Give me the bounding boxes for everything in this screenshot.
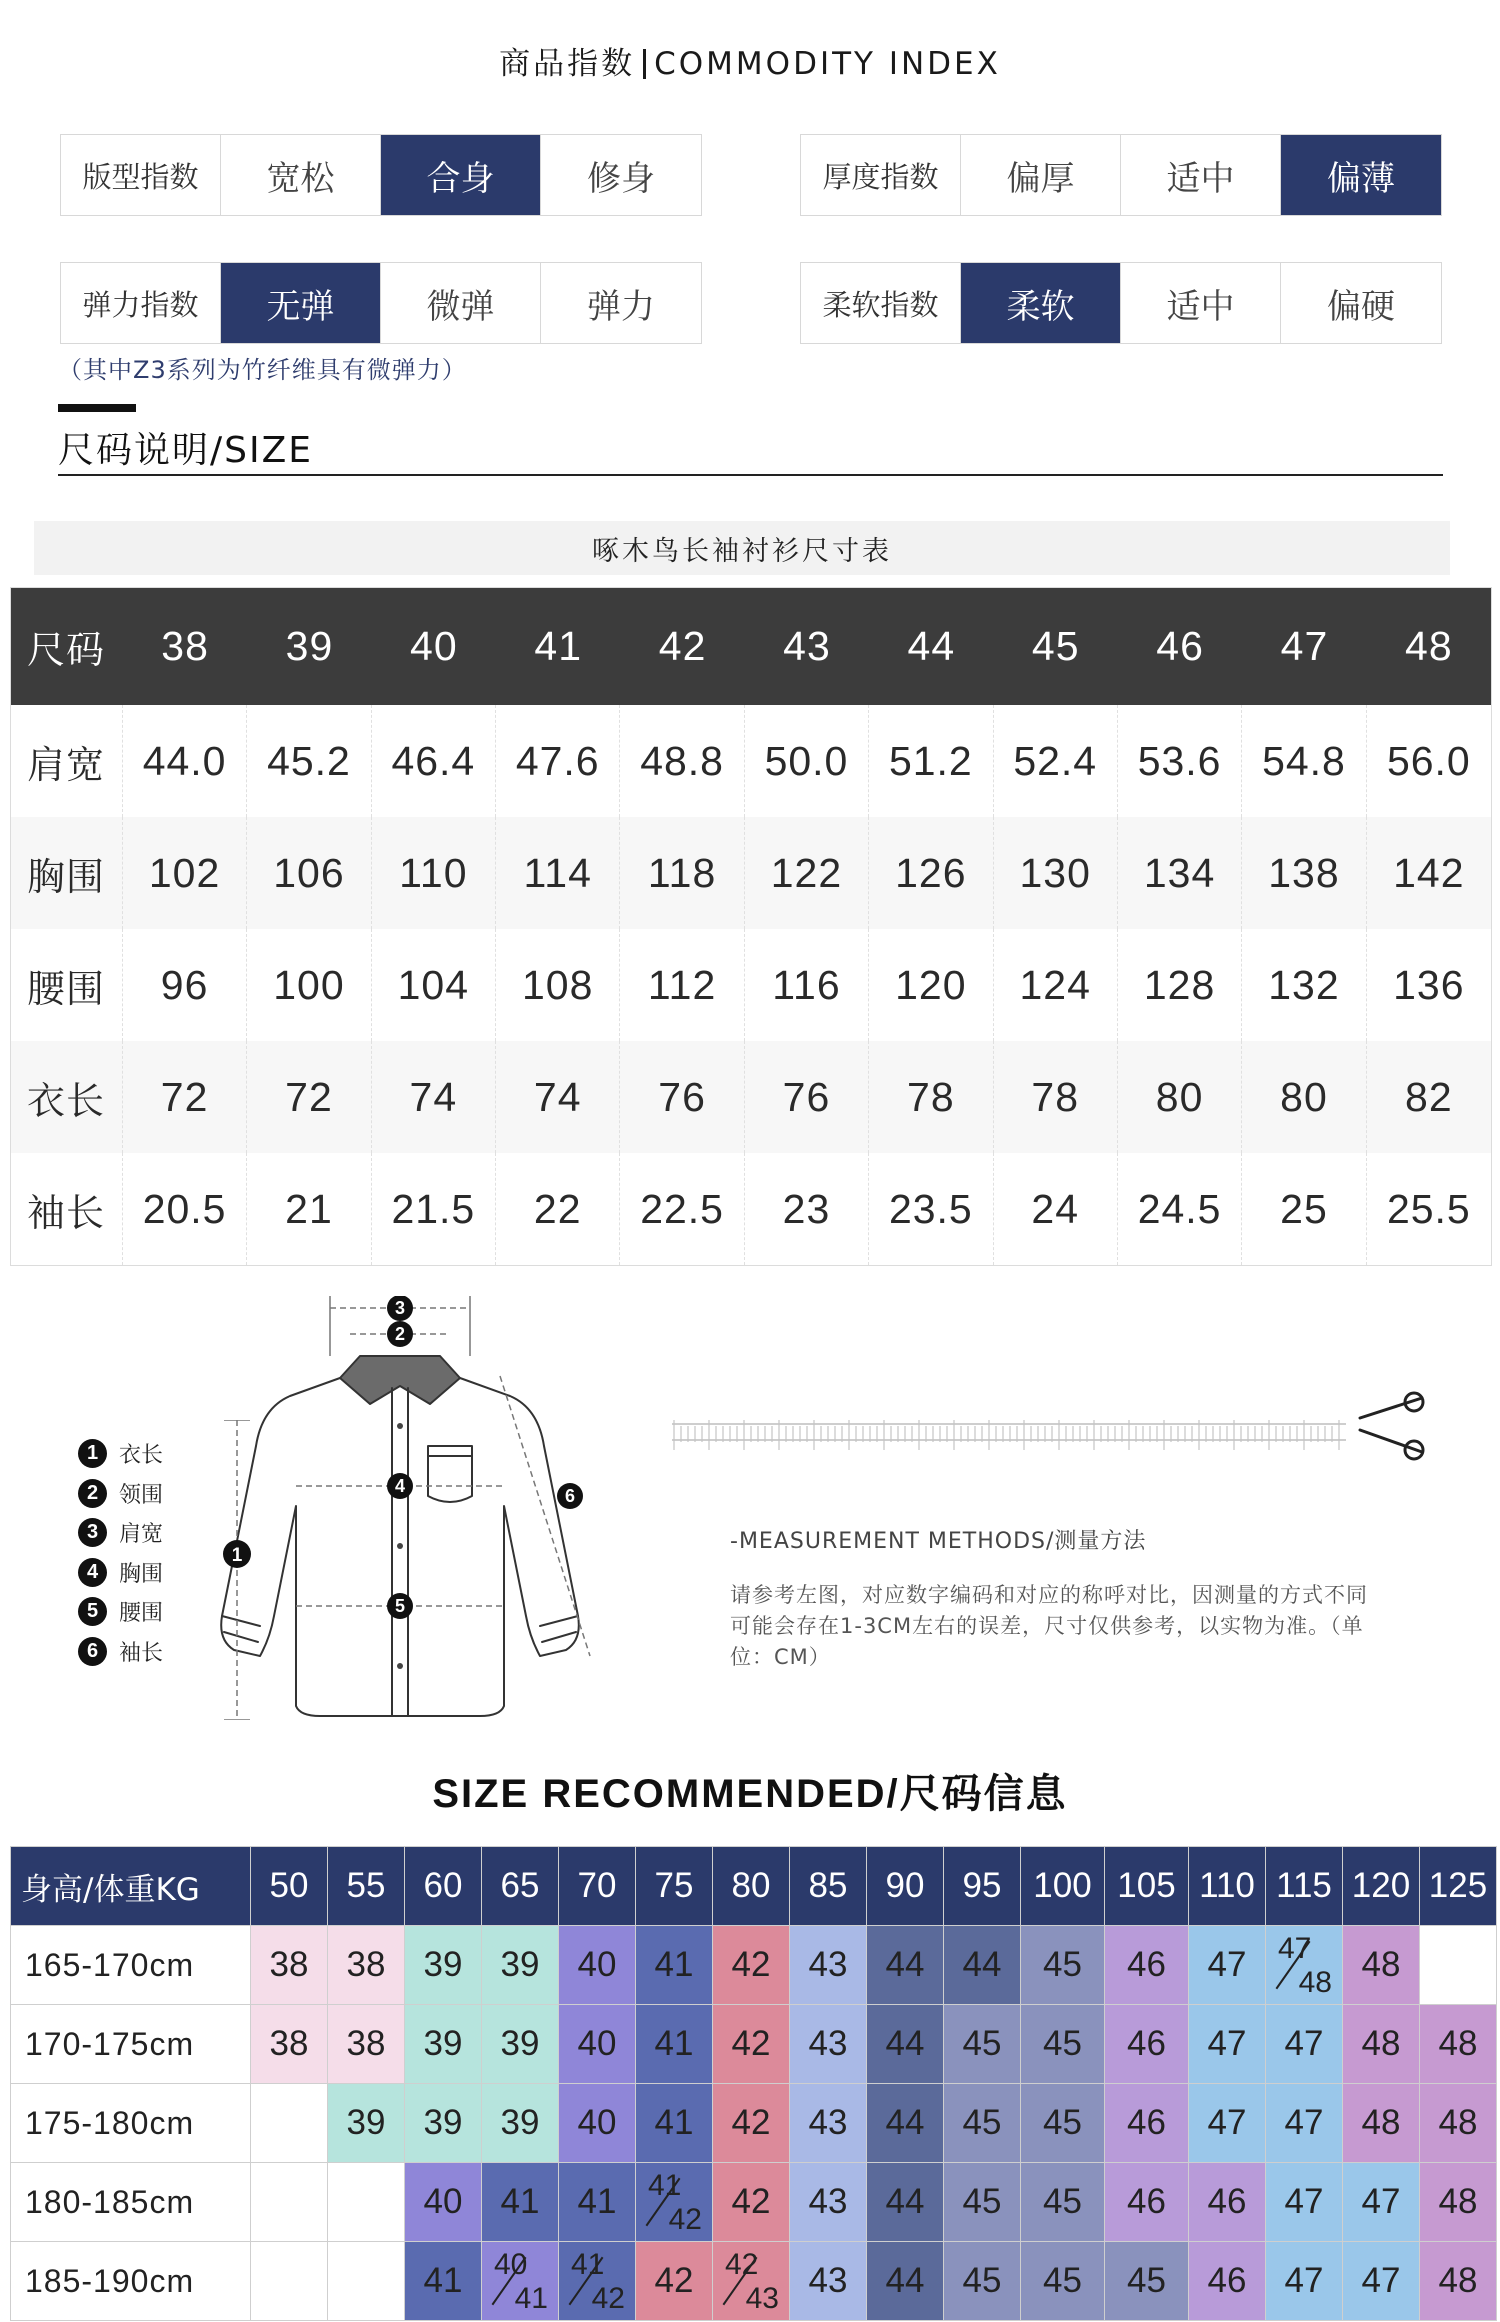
recommend-cell: 47 [1266, 2242, 1343, 2321]
height-label: 170-175cm [11, 2005, 251, 2084]
commodity-index-title [0, 38, 1500, 83]
size-table-cell: 44 [907, 623, 956, 669]
height-label: 180-185cm [11, 2163, 251, 2242]
size-table-row [11, 929, 1491, 1041]
size-table-row-label: 胸围 [11, 817, 123, 929]
weight-header: 95 [944, 1847, 1021, 1926]
index-label: 厚度指数 [801, 135, 961, 215]
weight-header: 90 [867, 1847, 944, 1926]
split-size [559, 2242, 635, 2320]
weight-header: 125 [1420, 1847, 1497, 1926]
recommend-cell: 48 [1343, 2084, 1420, 2163]
size-table-row-label: 腰围 [11, 929, 123, 1041]
size-table-cell: 21 [247, 1153, 371, 1265]
recommend-cell: 44 [867, 2242, 944, 2321]
size-table-cell: 118 [620, 817, 744, 929]
recommend-row [11, 2242, 1497, 2321]
split-size [482, 2242, 558, 2320]
index-option[interactable]: 微弹 [381, 263, 541, 343]
size-table-cell: 72 [247, 1041, 371, 1153]
index-option[interactable]: 偏薄 [1281, 135, 1441, 215]
size-table-cell: 80 [1242, 1041, 1366, 1153]
size-table-cell: 22.5 [620, 1153, 744, 1265]
size-table-cell: 48.8 [620, 705, 744, 817]
recommend-cell: 38 [328, 1926, 405, 2005]
recommend-cell: 42 [636, 2242, 713, 2321]
size-table-cell: 78 [869, 1041, 993, 1153]
index-option[interactable]: 适中 [1121, 263, 1281, 343]
size-heading: 尺码说明/SIZE [58, 430, 314, 471]
svg-text:2: 2 [394, 1324, 406, 1344]
recommend-cell: 48 [1343, 1926, 1420, 2005]
recommend-cell: 40 [559, 2084, 636, 2163]
weight-header: 50 [251, 1847, 328, 1926]
legend-label: 胸围 [119, 1561, 164, 1587]
recommend-cell: 41 [636, 1926, 713, 2005]
size-table-cell: 46 [1156, 623, 1204, 669]
legend-label: 袖长 [119, 1640, 164, 1666]
size-table-cell: 23 [745, 1153, 869, 1265]
index-note: （其中Z3系列为竹纤维具有微弹力） [58, 356, 467, 384]
softness-index-row [800, 262, 1442, 344]
title-en: COMMODITY INDEX [654, 46, 1001, 82]
recommend-cell: 39 [405, 1926, 482, 2005]
size-table-cell: 41 [534, 623, 583, 669]
recommend-cell: 45 [1021, 2005, 1105, 2084]
recommend-cell: 43 [790, 2005, 867, 2084]
size-table-cell: 102 [123, 817, 247, 929]
split-size-a: 41 [648, 2169, 682, 2202]
recommend-cell: 47 [1266, 2005, 1343, 2084]
recommend-cell: 39 [482, 1926, 559, 2005]
size-table-cell: 74 [372, 1041, 496, 1153]
size-table-row-label: 衣长 [11, 1041, 123, 1153]
recommend-cell: 47 [1343, 2163, 1420, 2242]
recommend-cell: 43 [790, 2163, 867, 2242]
size-table-cell: 96 [123, 929, 247, 1041]
legend-number: 2 [78, 1479, 107, 1508]
svg-text:6: 6 [564, 1486, 576, 1506]
title-cn: 商品指数 [499, 46, 636, 82]
size-table-header [11, 588, 1491, 705]
weight-header: 115 [1266, 1847, 1343, 1926]
legend-number: 4 [78, 1558, 107, 1587]
size-table-row [11, 705, 1491, 817]
recommend-cell: 41 [405, 2242, 482, 2321]
size-table-cell: 56.0 [1386, 737, 1471, 784]
recommend-cell: 42 [713, 1926, 790, 2005]
size-table-cell: 128 [1118, 929, 1242, 1041]
legend-item [78, 1434, 163, 1474]
size-table-cell: 45 [1031, 623, 1080, 669]
recommend-cell-split [713, 2242, 790, 2321]
index-option[interactable]: 弹力 [541, 263, 701, 343]
legend-item [78, 1553, 163, 1593]
measurement-methods-desc: 请参考左图，对应数字编码和对应的称呼对比，因测量的方式不同可能会存在1-3CM左右的误差，尺寸仅供参考，以实物为准。（单位：CM） [730, 1583, 1368, 1669]
index-option[interactable]: 宽松 [221, 135, 381, 215]
recommend-cell: 44 [867, 1926, 944, 2005]
size-table-cell: 46.4 [372, 705, 496, 817]
weight-header: 105 [1105, 1847, 1189, 1926]
size-table-row-label: 袖长 [11, 1153, 123, 1265]
size-table-cell: 78 [994, 1041, 1118, 1153]
recommend-cell: 47 [1189, 2084, 1266, 2163]
size-table-cell: 23.5 [869, 1153, 993, 1265]
recommend-row [11, 2084, 1497, 2163]
recommend-cell: 38 [328, 2005, 405, 2084]
size-table-cell: 110 [372, 817, 496, 929]
recommend-cell: 40 [405, 2163, 482, 2242]
size-table-cell: 114 [496, 817, 620, 929]
weight-header: 85 [790, 1847, 867, 1926]
recommend-cell [328, 2242, 405, 2321]
height-label: 175-180cm [11, 2084, 251, 2163]
legend-item [78, 1592, 163, 1632]
size-table-cell: 25 [1242, 1153, 1366, 1265]
recommend-cell: 48 [1343, 2005, 1420, 2084]
size-table-cell: 134 [1118, 817, 1242, 929]
recommend-cell: 41 [482, 2163, 559, 2242]
recommend-cell [251, 2084, 328, 2163]
legend-item [78, 1474, 163, 1514]
recommend-corner-header: 身高/体重KG [11, 1847, 251, 1926]
index-label: 柔软指数 [801, 263, 961, 343]
size-table-row [11, 817, 1491, 929]
size-table-cell: 82 [1405, 1073, 1453, 1120]
split-size-a: 42 [725, 2248, 759, 2281]
thickness-index-row [800, 134, 1442, 216]
legend-number: 3 [78, 1518, 107, 1547]
size-table-cell: 42 [658, 623, 707, 669]
recommend-cell: 43 [790, 1926, 867, 2005]
size-table-cell: 47.6 [496, 705, 620, 817]
recommend-cell: 45 [1021, 2084, 1105, 2163]
elasticity-index-row [60, 262, 702, 344]
recommend-cell: 39 [482, 2005, 559, 2084]
size-table-cell: 50.0 [745, 705, 869, 817]
size-table-cell: 112 [620, 929, 744, 1041]
shirt-measurement-diagram [200, 1296, 660, 1736]
recommend-cell: 42 [713, 2005, 790, 2084]
size-table-row [11, 1041, 1491, 1153]
split-size-b: 41 [514, 2282, 548, 2315]
size-table-cell: 25.5 [1386, 1185, 1471, 1232]
recommend-cell: 47 [1189, 2005, 1266, 2084]
split-size-a: 47 [1278, 1932, 1312, 1965]
size-table-cell: 120 [869, 929, 993, 1041]
recommend-row [11, 2005, 1497, 2084]
size-table-cell: 142 [1393, 849, 1465, 896]
size-table-cell: 132 [1242, 929, 1366, 1041]
split-size-b: 48 [1298, 1966, 1332, 1999]
recommend-cell-split [559, 2242, 636, 2321]
recommend-cell: 44 [867, 2005, 944, 2084]
recommend-cell: 47 [1266, 2163, 1343, 2242]
recommend-cell: 39 [405, 2005, 482, 2084]
size-table-cell: 130 [994, 817, 1118, 929]
legend-label: 衣长 [119, 1443, 164, 1469]
size-table-cell: 39 [285, 623, 334, 669]
size-table-cell: 38 [161, 623, 209, 669]
split-size-b: 43 [745, 2282, 779, 2315]
split-size [636, 2163, 712, 2241]
recommend-row [11, 2163, 1497, 2242]
index-option[interactable]: 适中 [1121, 135, 1281, 215]
recommend-header-row [11, 1847, 1497, 1926]
size-table-cell: 106 [247, 817, 371, 929]
weight-header: 60 [405, 1847, 482, 1926]
size-table-cell: 124 [994, 929, 1118, 1041]
split-size [713, 2242, 789, 2320]
weight-header: 70 [559, 1847, 636, 1926]
recommend-cell: 46 [1105, 2005, 1189, 2084]
recommend-cell: 47 [1189, 1926, 1266, 2005]
recommend-cell: 39 [328, 2084, 405, 2163]
size-table-cell: 122 [745, 817, 869, 929]
recommend-cell [251, 2242, 328, 2321]
legend-number: 1 [78, 1439, 107, 1468]
size-table-cell: 76 [620, 1041, 744, 1153]
size-table-row [11, 1153, 1491, 1265]
svg-text:1: 1 [231, 1545, 243, 1566]
legend-number: 6 [78, 1637, 107, 1666]
size-table-cell: 100 [247, 929, 371, 1041]
svg-text:4: 4 [394, 1476, 406, 1496]
height-label: 165-170cm [11, 1926, 251, 2005]
recommend-cell: 39 [482, 2084, 559, 2163]
split-size-b: 42 [591, 2282, 625, 2315]
recommend-cell [1420, 1926, 1497, 2005]
recommend-cell: 48 [1420, 2084, 1497, 2163]
recommend-cell: 46 [1105, 2084, 1189, 2163]
recommend-cell: 45 [944, 2084, 1021, 2163]
legend-number: 5 [78, 1597, 107, 1626]
index-label: 弹力指数 [61, 263, 221, 343]
size-recommended-title: SIZE RECOMMENDED/尺码信息 [432, 1772, 1068, 1816]
size-table-cell: 44.0 [123, 705, 247, 817]
weight-header: 55 [328, 1847, 405, 1926]
recommend-cell: 45 [1021, 1926, 1105, 2005]
size-table-cell: 52.4 [994, 705, 1118, 817]
recommend-cell: 45 [944, 2005, 1021, 2084]
recommend-cell: 44 [867, 2084, 944, 2163]
fit-index-row [60, 134, 702, 216]
split-size-a: 40 [494, 2248, 528, 2281]
tape-measure-icon [670, 1380, 1430, 1470]
recommend-cell: 45 [1105, 2242, 1189, 2321]
recommend-cell: 43 [790, 2242, 867, 2321]
recommend-cell: 45 [1021, 2163, 1105, 2242]
size-table-cell: 21.5 [372, 1153, 496, 1265]
recommend-cell: 42 [713, 2084, 790, 2163]
recommend-cell: 43 [790, 2084, 867, 2163]
recommend-cell: 41 [636, 2084, 713, 2163]
size-table-cell: 138 [1242, 817, 1366, 929]
recommend-cell-split [1266, 1926, 1343, 2005]
recommend-cell: 48 [1420, 2163, 1497, 2242]
index-option[interactable]: 偏厚 [961, 135, 1121, 215]
legend-label: 肩宽 [119, 1522, 164, 1548]
weight-header: 120 [1343, 1847, 1420, 1926]
recommend-cell: 45 [1021, 2242, 1105, 2321]
recommend-cell: 46 [1189, 2242, 1266, 2321]
measurement-legend [78, 1434, 163, 1671]
size-table-cell: 108 [496, 929, 620, 1041]
size-table-cell: 74 [496, 1041, 620, 1153]
recommend-cell: 41 [636, 2005, 713, 2084]
size-table-cell: 20.5 [123, 1153, 247, 1265]
index-label: 版型指数 [61, 135, 221, 215]
recommend-cell: 45 [944, 2242, 1021, 2321]
recommend-cell: 44 [867, 2163, 944, 2242]
index-option[interactable]: 无弹 [221, 263, 381, 343]
recommend-cell: 40 [559, 2005, 636, 2084]
weight-header: 65 [482, 1847, 559, 1926]
recommend-cell: 47 [1266, 2084, 1343, 2163]
height-label: 185-190cm [11, 2242, 251, 2321]
legend-label: 领围 [119, 1482, 164, 1508]
size-table-cell: 24.5 [1118, 1153, 1242, 1265]
size-table-cell: 48 [1405, 623, 1453, 669]
recommend-cell: 44 [944, 1926, 1021, 2005]
legend-label: 腰围 [119, 1601, 164, 1627]
recommend-cell: 42 [713, 2163, 790, 2242]
size-table-cell: 80 [1118, 1041, 1242, 1153]
size-table-cell: 76 [745, 1041, 869, 1153]
weight-header: 80 [713, 1847, 790, 1926]
weight-header: 110 [1189, 1847, 1266, 1926]
weight-header: 100 [1021, 1847, 1105, 1926]
size-recommendation-table [10, 1846, 1497, 2321]
recommend-cell: 41 [559, 2163, 636, 2242]
recommend-cell-split [482, 2242, 559, 2321]
weight-header: 75 [636, 1847, 713, 1926]
size-table-row-label: 肩宽 [11, 705, 123, 817]
index-option[interactable]: 合身 [381, 135, 541, 215]
size-table-cell: 40 [410, 623, 458, 669]
recommend-cell: 38 [251, 1926, 328, 2005]
recommend-cell: 48 [1420, 2005, 1497, 2084]
size-table-cell: 22 [496, 1153, 620, 1265]
size-table-cell: 104 [372, 929, 496, 1041]
split-size [1266, 1926, 1342, 2004]
size-table-cell: 54.8 [1242, 705, 1366, 817]
size-table-cell: 43 [783, 623, 831, 669]
index-option[interactable]: 修身 [541, 135, 701, 215]
size-table-cell: 72 [123, 1041, 247, 1153]
index-option[interactable]: 偏硬 [1281, 263, 1441, 343]
size-table-cell: 45.2 [247, 705, 371, 817]
size-table-cell: 47 [1280, 623, 1329, 669]
index-option[interactable]: 柔软 [961, 263, 1121, 343]
recommend-cell: 45 [944, 2163, 1021, 2242]
size-table-cell: 51.2 [869, 705, 993, 817]
recommend-cell: 38 [251, 2005, 328, 2084]
split-size-b: 42 [668, 2203, 702, 2236]
legend-item [78, 1632, 163, 1672]
recommend-row [11, 1926, 1497, 2005]
length-dimension [212, 1420, 262, 1720]
size-table-cell: 116 [745, 929, 869, 1041]
size-table-cell: 126 [869, 817, 993, 929]
size-table-row-label: 尺码 [27, 628, 106, 672]
size-heading-bar [58, 404, 136, 412]
recommend-cell: 46 [1105, 2163, 1189, 2242]
recommend-cell [328, 2163, 405, 2242]
recommend-cell [251, 2163, 328, 2242]
size-table-cell: 53.6 [1118, 705, 1242, 817]
legend-item [78, 1513, 163, 1553]
recommend-cell: 46 [1189, 2163, 1266, 2242]
recommend-cell: 39 [405, 2084, 482, 2163]
size-table-cell: 136 [1393, 961, 1465, 1008]
size-table-cell: 24 [994, 1153, 1118, 1265]
recommend-cell: 48 [1420, 2242, 1497, 2321]
recommend-cell: 40 [559, 1926, 636, 2005]
svg-text:3: 3 [394, 1298, 406, 1318]
size-table [10, 587, 1492, 1266]
recommend-cell-split [636, 2163, 713, 2242]
size-heading-divider [58, 474, 1443, 476]
recommend-cell: 47 [1343, 2242, 1420, 2321]
title-separator [643, 49, 646, 79]
measurement-methods-title: -MEASUREMENT METHODS/测量方法 [730, 1529, 1147, 1554]
size-table-caption: 啄木鸟长袖衬衫尺寸表 [34, 521, 1450, 575]
recommend-cell: 46 [1105, 1926, 1189, 2005]
split-size-a: 41 [571, 2248, 605, 2281]
svg-text:5: 5 [394, 1596, 406, 1616]
